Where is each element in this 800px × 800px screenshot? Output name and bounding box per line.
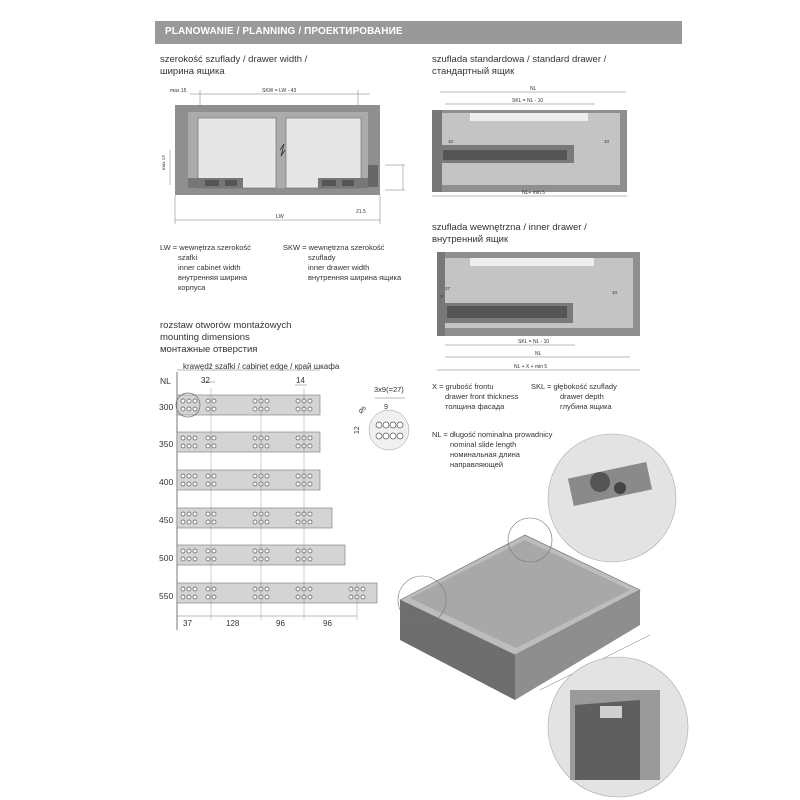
dim-skw: SKW = LW - 43 [262,88,297,94]
dim-bottom-96a: 96 [276,619,285,628]
dim-14: 14 [296,376,305,385]
dim-nl-std: NL [530,86,537,92]
mounting-title-3: монтажные отверстия [160,344,258,355]
header-title: PLANOWANIE / PLANNING / ПРОЕКТИРОВАНИЕ [165,26,403,37]
hole-spec: 3x9(=27) [374,385,404,394]
nl-row-450: 450 [159,515,174,525]
hole-d12: 12 [354,426,361,434]
mounting-title-2: mounting dimensions [160,332,250,343]
dim-nl-min5: NL+ min 5 [522,190,545,196]
dim-37: 37 [445,286,451,291]
dim-10-inner: 10 [612,290,618,295]
dim-21-5: 21.5 [356,209,366,215]
dim-nl-x-min5: NL + X + min 5 [514,364,548,370]
dim-x: X [440,294,444,299]
mounting-dimensions-drawing [176,370,409,630]
inner-drawer-drawing [437,252,640,370]
nl-row-350: 350 [159,439,174,449]
dim-bottom-128: 128 [226,619,240,628]
nl-row-300: 300 [159,402,174,412]
dim-10-left: 10 [448,139,454,144]
cabinet-edge-label: krawędź szafki / cabinet edge / край шкафа [183,362,340,371]
drawer-width-title-2: ширина ящика [160,66,225,77]
nl-row-550: 550 [159,591,174,601]
dim-lw: LW [276,214,284,220]
drawer-width-title-1: szerokość szuflady / drawer width / [160,54,308,65]
nl-row-500: 500 [159,553,174,563]
dim-10-right: 10 [604,139,610,144]
drawer-3d-illustration [398,434,688,797]
nl-row-400: 400 [159,477,174,487]
standard-drawer-title-2: стандартный ящик [432,66,515,77]
dim-nl-inner: NL [535,351,542,357]
dim-bottom-96b: 96 [323,619,332,628]
drawer-width-drawing [161,88,405,224]
dim-max13: max 13 [161,155,166,170]
dim-max15: max 15 [170,88,187,94]
dim-bottom-37: 37 [183,619,192,628]
hole-d9: 9 [384,404,388,411]
standard-drawer-title-1: szuflada standardowa / standard drawer / [432,54,607,65]
inner-drawer-title-2: внутренний ящик [432,234,509,245]
dim-skl-std: SKL = NL - 10 [512,98,544,104]
inner-drawer-title-1: szuflada wewnętrzna / inner drawer / [432,222,587,233]
nl-header: NL [160,376,171,386]
dim-skl-inner: SKL = NL - 10 [518,339,550,345]
hole-d5: Ø5 [358,405,369,416]
standard-drawer-drawing [432,86,627,196]
dim-32: 32 [201,376,210,385]
mounting-title-1: rozstaw otworów montażowych [160,320,292,331]
